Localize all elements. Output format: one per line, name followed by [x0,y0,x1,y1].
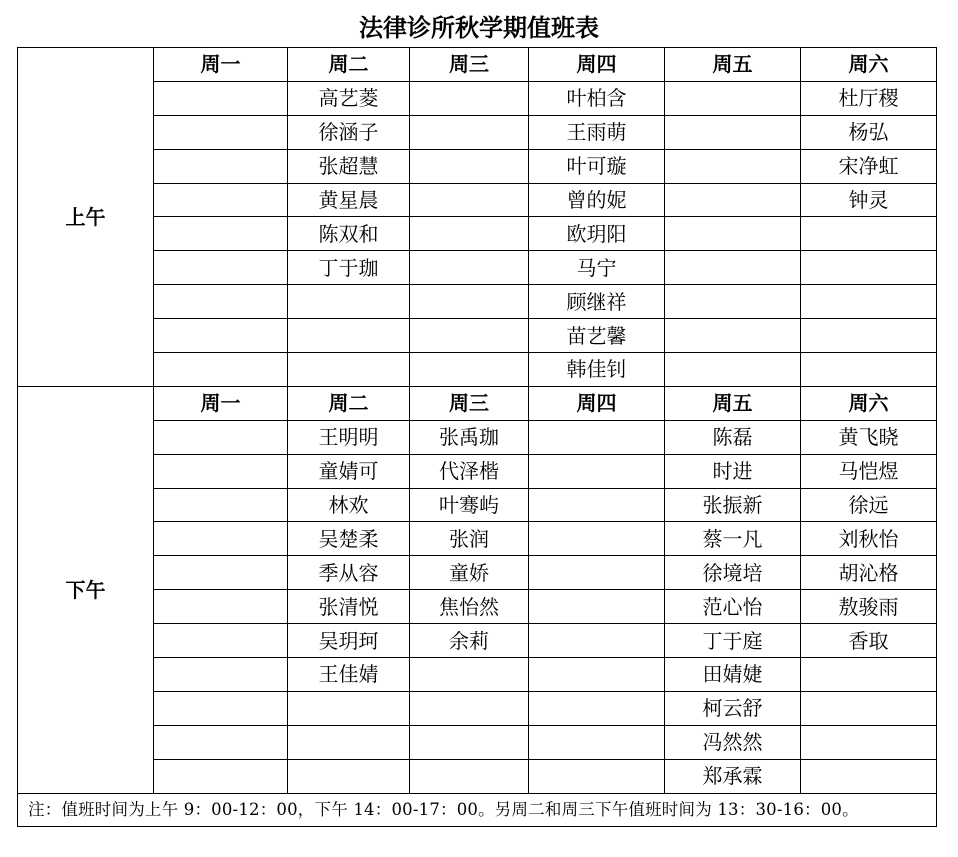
duty-cell [154,115,288,149]
duty-cell [665,319,801,353]
duty-cell: 香取 [801,624,937,658]
duty-cell [801,353,937,387]
afternoon-period-label: 下午 [18,386,154,793]
duty-cell: 杨弘 [801,115,937,149]
duty-cell: 叶骞屿 [410,488,529,522]
duty-cell [529,590,665,624]
duty-cell [154,759,288,793]
duty-cell [529,691,665,725]
duty-cell [288,319,410,353]
table-row [18,353,937,387]
duty-cell: 季从容 [288,556,410,590]
duty-cell: 郑承霖 [665,759,801,793]
duty-cell [801,658,937,692]
duty-cell [154,217,288,251]
duty-cell [154,488,288,522]
duty-cell: 马宁 [529,251,665,285]
duty-cell [665,149,801,183]
duty-cell [154,624,288,658]
duty-cell: 时进 [665,454,801,488]
duty-cell [410,251,529,285]
duty-cell: 钟灵 [801,183,937,217]
table-row [18,81,937,115]
duty-cell [529,624,665,658]
afternoon-day-header: 周六 [801,386,937,420]
duty-cell [529,556,665,590]
duty-cell: 曾的妮 [529,183,665,217]
duty-cell [529,454,665,488]
duty-cell: 黄星晨 [288,183,410,217]
afternoon-header-row [18,386,937,420]
duty-cell [410,658,529,692]
duty-cell: 刘秋怡 [801,522,937,556]
duty-cell [410,149,529,183]
duty-cell [801,725,937,759]
duty-cell: 杜厅稷 [801,81,937,115]
morning-period-label: 上午 [18,48,154,387]
afternoon-day-header: 周五 [665,386,801,420]
duty-cell [410,759,529,793]
duty-cell [154,454,288,488]
schedule-note: 注：值班时间为上午 9：00-12：00，下午 14：00-17：00。另周二和周三下午值班时间为 13：30-16：00。 [18,793,937,827]
duty-cell: 张润 [410,522,529,556]
table-row [18,556,937,590]
duty-cell [154,353,288,387]
duty-cell [801,691,937,725]
table-row [18,183,937,217]
duty-cell: 苗艺馨 [529,319,665,353]
afternoon-day-header: 周二 [288,386,410,420]
duty-cell [288,725,410,759]
duty-cell [154,149,288,183]
duty-cell: 高艺菱 [288,81,410,115]
duty-cell [154,556,288,590]
afternoon-day-header: 周四 [529,386,665,420]
duty-cell [154,725,288,759]
duty-cell: 徐远 [801,488,937,522]
duty-cell [154,285,288,319]
duty-cell [410,319,529,353]
duty-cell [665,183,801,217]
duty-cell [410,183,529,217]
duty-cell: 吴楚柔 [288,522,410,556]
duty-cell [801,759,937,793]
duty-cell [665,217,801,251]
duty-cell: 张清悦 [288,590,410,624]
table-row [18,488,937,522]
duty-cell: 柯云舒 [665,691,801,725]
duty-cell [665,285,801,319]
duty-schedule-table [17,47,937,827]
morning-day-header: 周六 [801,48,937,82]
duty-cell: 范心怡 [665,590,801,624]
table-row [18,759,937,793]
duty-cell: 徐境培 [665,556,801,590]
duty-cell [529,488,665,522]
table-row [18,217,937,251]
duty-cell [154,420,288,454]
duty-cell [410,691,529,725]
duty-cell [288,691,410,725]
duty-cell [665,115,801,149]
duty-cell: 丁于珈 [288,251,410,285]
duty-cell: 余莉 [410,624,529,658]
duty-cell: 张超慧 [288,149,410,183]
morning-day-header: 周三 [410,48,529,82]
duty-cell [288,759,410,793]
duty-cell [410,725,529,759]
duty-cell: 王雨萌 [529,115,665,149]
table-row [18,319,937,353]
afternoon-day-header: 周三 [410,386,529,420]
table-row [18,251,937,285]
morning-header-row [18,48,937,82]
duty-cell [410,285,529,319]
duty-cell [154,183,288,217]
duty-cell [529,658,665,692]
morning-day-header: 周一 [154,48,288,82]
table-row [18,624,937,658]
duty-cell: 敖骏雨 [801,590,937,624]
table-row [18,420,937,454]
table-row [18,149,937,183]
duty-cell [410,217,529,251]
duty-cell [801,319,937,353]
duty-cell: 冯然然 [665,725,801,759]
duty-cell [154,319,288,353]
morning-day-header: 周四 [529,48,665,82]
morning-day-header: 周五 [665,48,801,82]
duty-cell: 陈磊 [665,420,801,454]
duty-cell: 叶可璇 [529,149,665,183]
duty-cell: 欧玥阳 [529,217,665,251]
duty-cell: 张振新 [665,488,801,522]
duty-cell: 蔡一凡 [665,522,801,556]
duty-cell: 焦怡然 [410,590,529,624]
duty-cell: 王明明 [288,420,410,454]
duty-cell: 顾继祥 [529,285,665,319]
table-row [18,658,937,692]
duty-cell [529,725,665,759]
duty-cell: 王佳婧 [288,658,410,692]
table-row [18,454,937,488]
duty-cell [665,251,801,285]
duty-cell: 吴玥珂 [288,624,410,658]
duty-cell [154,590,288,624]
duty-cell: 童婧可 [288,454,410,488]
duty-cell [154,522,288,556]
duty-cell: 黄飞晓 [801,420,937,454]
duty-cell [529,420,665,454]
duty-cell: 宋净虹 [801,149,937,183]
duty-cell [410,115,529,149]
duty-cell [154,81,288,115]
afternoon-day-header: 周一 [154,386,288,420]
duty-cell [529,759,665,793]
table-row [18,691,937,725]
table-row [18,725,937,759]
duty-cell [665,81,801,115]
duty-cell [154,658,288,692]
duty-cell [288,285,410,319]
duty-cell [154,691,288,725]
duty-cell: 胡沁格 [801,556,937,590]
duty-cell: 丁于庭 [665,624,801,658]
duty-cell: 陈双和 [288,217,410,251]
note-row [18,793,937,827]
table-row [18,590,937,624]
duty-cell [288,353,410,387]
table-row [18,522,937,556]
duty-cell [410,353,529,387]
duty-cell: 田婧婕 [665,658,801,692]
duty-cell [801,217,937,251]
duty-cell [529,522,665,556]
duty-cell [410,81,529,115]
duty-cell [801,285,937,319]
duty-cell: 林欢 [288,488,410,522]
schedule-title: 法律诊所秋学期值班表 [359,13,599,42]
duty-cell: 代泽楷 [410,454,529,488]
duty-cell: 童娇 [410,556,529,590]
duty-cell: 叶柏含 [529,81,665,115]
table-row [18,115,937,149]
morning-day-header: 周二 [288,48,410,82]
duty-cell: 韩佳钊 [529,353,665,387]
duty-cell: 徐涵子 [288,115,410,149]
duty-cell [801,251,937,285]
duty-cell: 马恺煜 [801,454,937,488]
duty-cell: 张禹珈 [410,420,529,454]
duty-cell [154,251,288,285]
table-row [18,285,937,319]
duty-cell [665,353,801,387]
